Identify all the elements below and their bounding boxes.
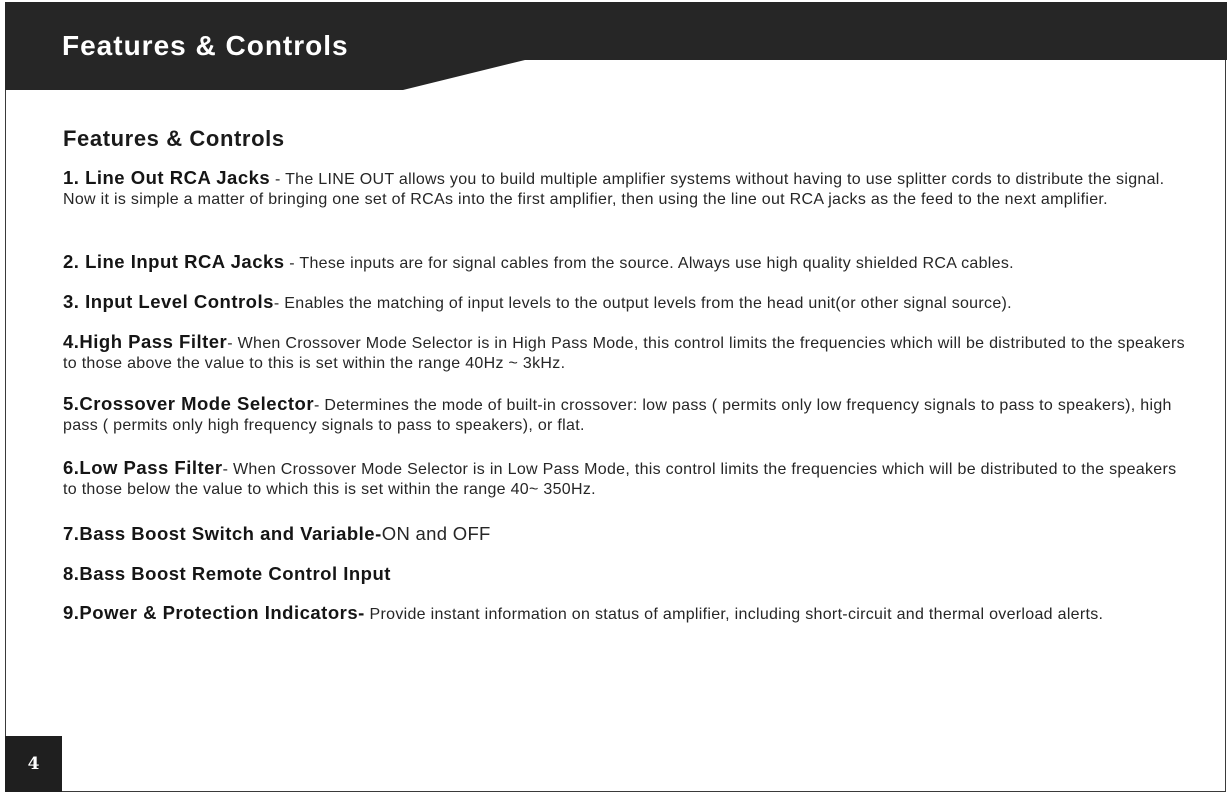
feature-title: 5.Crossover Mode Selector xyxy=(63,393,315,414)
feature-line-input-rca xyxy=(63,252,1193,274)
feature-title: 3. Input Level Controls xyxy=(63,291,274,312)
feature-title: 1. Line Out RCA Jacks xyxy=(63,167,271,188)
feature-text: Provide instant information on status of amplifier, including short-circuit and thermal overload alerts. xyxy=(369,606,1104,623)
feature-separator: - xyxy=(227,335,238,352)
feature-text: ON and OFF xyxy=(381,523,491,544)
feature-text: Determines the mode of built-in crossover: low pass ( permits only low frequency signals to pass to speakers), high pass ( permits only high frequency signals to pass to speakers), or flat. xyxy=(63,397,1172,434)
feature-separator: - xyxy=(314,397,325,414)
feature-title: 7.Bass Boost Switch and Variable- xyxy=(63,523,382,544)
feature-bass-boost-switch xyxy=(63,524,1193,544)
feature-separator: - xyxy=(270,171,286,188)
page-number: 4 xyxy=(27,754,40,774)
feature-text: When Crossover Mode Selector is in Low Pass Mode, this control limits the frequencies which will be distributed to the speakers to those below the value to which this is set within the range 40~ 350Hz. xyxy=(63,461,1177,498)
feature-text: These inputs are for signal cables from the source. Always use high quality shielded RCA cables. xyxy=(299,255,1014,272)
feature-high-pass-filter xyxy=(63,332,1193,374)
feature-separator: - xyxy=(284,255,300,272)
feature-separator: - xyxy=(273,295,285,312)
feature-title: 2. Line Input RCA Jacks xyxy=(63,251,285,272)
feature-title: 8.Bass Boost Remote Control Input xyxy=(63,563,391,584)
feature-title: 6.Low Pass Filter xyxy=(63,457,223,478)
feature-text: When Crossover Mode Selector is in High Pass Mode, this control limits the frequencies which will be distributed to the speakers to those above the value to this is set within the range 40Hz ~ 3kHz. xyxy=(63,335,1185,372)
feature-bass-boost-remote xyxy=(63,564,1193,586)
feature-power-protection xyxy=(63,603,1193,625)
feature-separator: - xyxy=(222,461,234,478)
feature-crossover-mode xyxy=(63,394,1193,436)
feature-text: The LINE OUT allows you to build multiple amplifier systems without having to use splitter cords to distribute the signal. Now it is simple a matter of bringing one set of RCAs into the first amplifier, then using the line out RCA jacks as the feed to the next amplifier. xyxy=(63,171,1165,208)
feature-low-pass-filter xyxy=(63,458,1193,500)
section-heading: Features & Controls xyxy=(63,126,285,151)
feature-text: Enables the matching of input levels to the output levels from the head unit(or other signal source). xyxy=(284,295,1012,312)
feature-input-level xyxy=(63,292,1193,314)
page-number-box xyxy=(5,736,62,792)
feature-title: 4.High Pass Filter xyxy=(63,331,228,352)
feature-line-out-rca xyxy=(63,168,1193,210)
header-title: Features & Controls xyxy=(62,30,349,61)
feature-title: 9.Power & Protection Indicators- xyxy=(63,602,365,623)
